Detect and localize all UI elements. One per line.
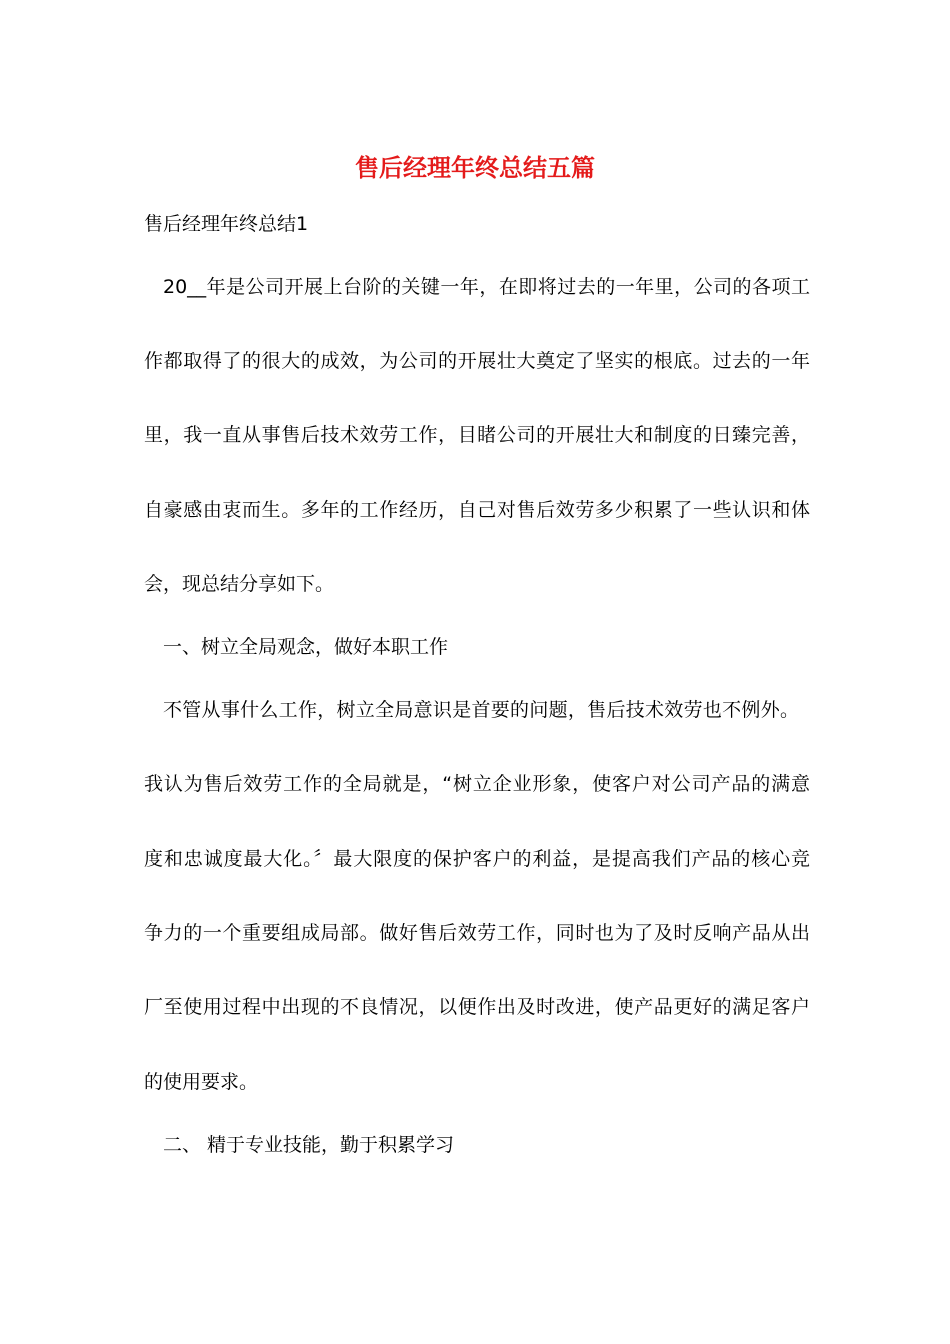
paragraph-line: 作都取得了的很大的成效，为公司的开展壮大奠定了坚实的根底。过去的一年 [144, 350, 810, 372]
paragraph-line: 争力的一个重要组成局部。做好售后效劳工作，同时也为了及时反响产品从出 [144, 922, 810, 944]
paragraph-line: 不管从事什么工作，树立全局意识是首要的问题，售后技术效劳也不例外。 [163, 699, 799, 721]
paragraph-line: 厂至使用过程中出现的不良情况，以便作出及时改进，使产品更好的满足客户 [144, 996, 810, 1018]
paragraph-line: 20__年是公司开展上台阶的关键一年，在即将过去的一年里，公司的各项工 [163, 276, 810, 298]
paragraph-line: 里，我一直从事售后技术效劳工作，目睹公司的开展壮大和制度的日臻完善， [144, 424, 810, 446]
subheading: 二、 精于专业技能，勤于积累学习 [163, 1134, 455, 1156]
paragraph-line: 度和忠诚度最大化。〞最大限度的保护客户的利益，是提高我们产品的核心竞 [144, 848, 810, 870]
paragraph-line: 的使用要求。 [144, 1071, 259, 1093]
paragraph-line: 自豪感由衷而生。多年的工作经历，自己对售后效劳多少积累了一些认识和体 [144, 499, 810, 521]
paragraph-line: 会，现总结分享如下。 [144, 573, 335, 595]
section-heading: 售后经理年终总结1 [144, 213, 309, 235]
subheading: 一、树立全局观念，做好本职工作 [163, 636, 449, 658]
document-title: 售后经理年终总结五篇 [355, 153, 595, 182]
paragraph-line: 我认为售后效劳工作的全局就是，“树立企业形象，使客户对公司产品的满意 [144, 773, 810, 795]
